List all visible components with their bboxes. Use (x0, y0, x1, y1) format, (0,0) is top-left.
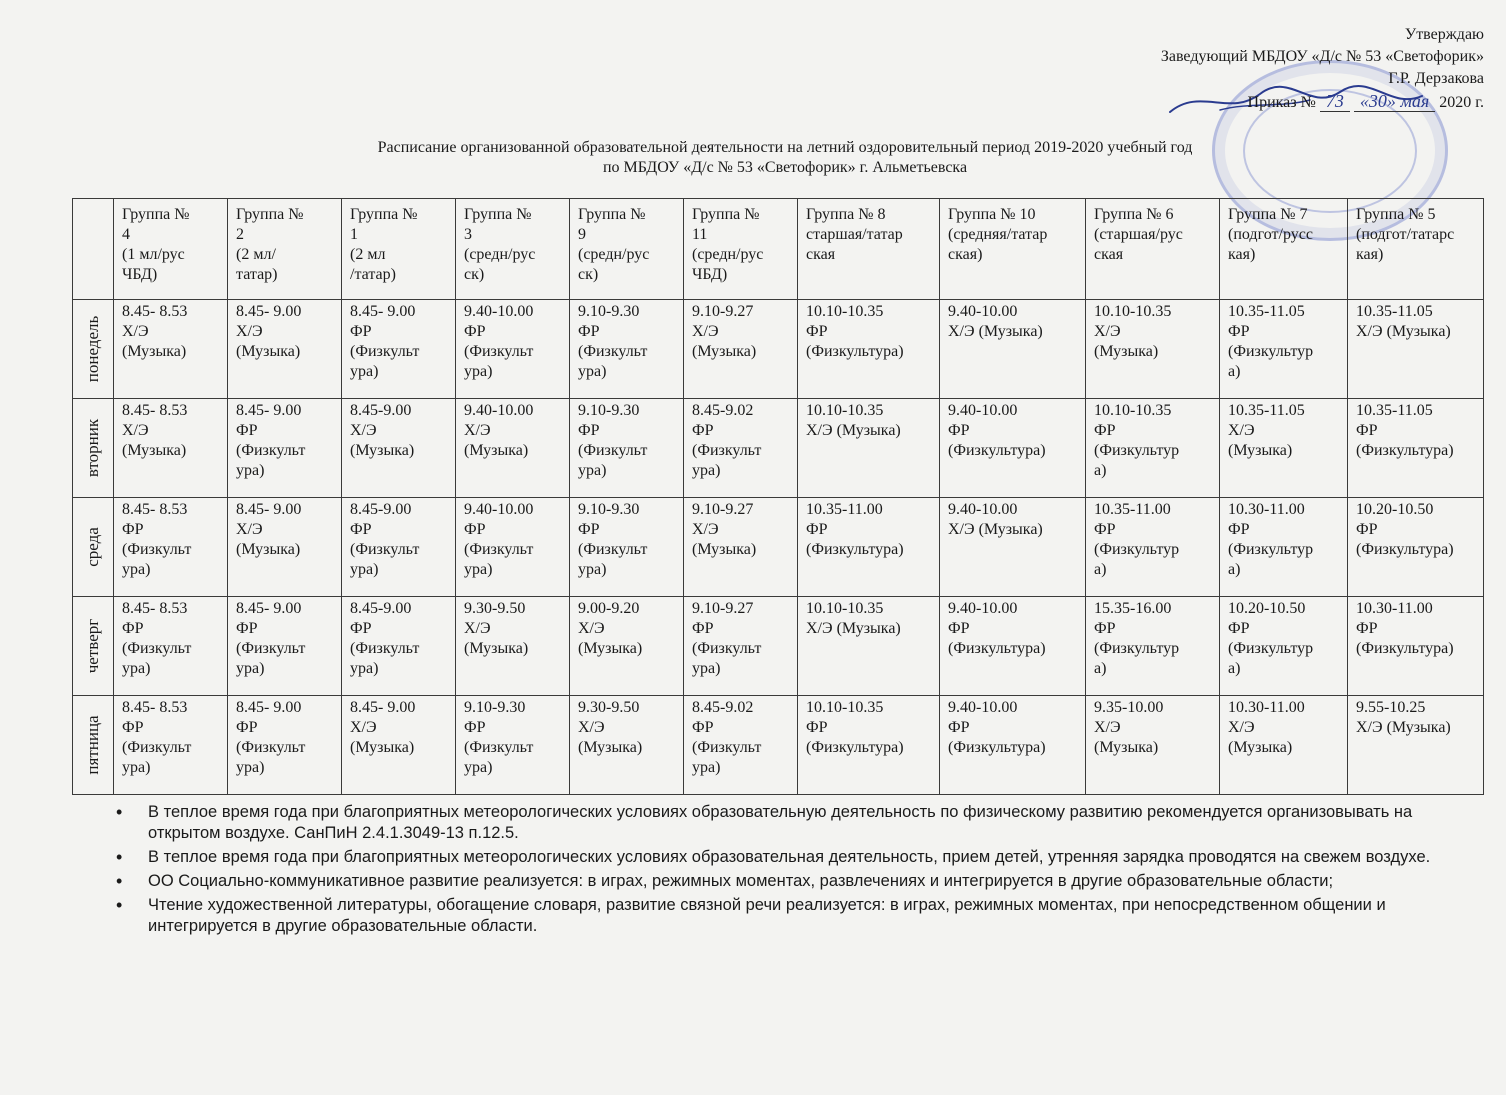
notes-list (112, 802, 1482, 940)
table-row (73, 498, 1484, 597)
schedule-cell: 10.35-11.05 Х/Э (Музыка) (1348, 300, 1484, 399)
schedule-cell: 10.10-10.35 ФР (Физкультур а) (1086, 399, 1220, 498)
schedule-cell: 9.40-10.00 Х/Э (Музыка) (940, 300, 1086, 399)
schedule-cell: 10.35-11.05 ФР (Физкультура) (1348, 399, 1484, 498)
schedule-cell: 9.30-9.50 Х/Э (Музыка) (456, 597, 570, 696)
schedule-body (73, 300, 1484, 795)
schedule-cell: 8.45- 8.53 Х/Э (Музыка) (114, 399, 228, 498)
schedule-cell: 10.30-11.00 Х/Э (Музыка) (1220, 696, 1348, 795)
day-label-cell (73, 399, 114, 498)
day-label: вторник (83, 418, 102, 478)
group-header: Группа № 5 (подгот/татарс кая) (1348, 199, 1484, 300)
group-header: Группа № 10 (средняя/татар ская) (940, 199, 1086, 300)
schedule-cell: 8.45- 9.00 ФР (Физкульт ура) (342, 300, 456, 399)
title-line-1: Расписание организованной образовательной деятельности на летний оздоровительный период 2019-2020 учебный год (377, 139, 1193, 156)
day-label-cell (73, 498, 114, 597)
note-item: • ОО Социально-коммуникативное развитие реализуется: в играх, режимных моментах, развлечениях и интегрируется в другие образовательные области; (112, 871, 1482, 892)
table-row (73, 696, 1484, 795)
schedule-cell: 9.10-9.27 Х/Э (Музыка) (684, 300, 798, 399)
schedule-cell: 8.45- 8.53 ФР (Физкульт ура) (114, 696, 228, 795)
schedule-cell: 9.10-9.30 ФР (Физкульт ура) (570, 399, 684, 498)
approval-order (1161, 90, 1484, 114)
schedule-cell: 8.45- 8.53 Х/Э (Музыка) (114, 300, 228, 399)
schedule-cell: 8.45- 9.00 ФР (Физкульт ура) (228, 399, 342, 498)
schedule-cell: 8.45-9.00 ФР (Физкульт ура) (342, 498, 456, 597)
schedule-cell: 8.45- 9.00 ФР (Физкульт ура) (228, 597, 342, 696)
schedule-cell: 10.20-10.50 ФР (Физкультур а) (1220, 597, 1348, 696)
order-prefix: Приказ № (1247, 94, 1316, 111)
schedule-cell: 9.40-10.00 ФР (Физкульт ура) (456, 498, 570, 597)
schedule-cell: 9.10-9.30 ФР (Физкульт ура) (570, 300, 684, 399)
day-label: четверг (83, 618, 102, 674)
schedule-cell: 9.40-10.00 ФР (Физкультура) (940, 696, 1086, 795)
schedule-cell: 9.35-10.00 Х/Э (Музыка) (1086, 696, 1220, 795)
schedule-cell: 9.00-9.20 Х/Э (Музыка) (570, 597, 684, 696)
note-item: • В теплое время года при благоприятных метеорологических условиях образовательную деятельность по физическому развитию рекомендуется организовывать на открытом воздухе. СанПиН 2.4.1.3049-13 п.12.5. (112, 802, 1482, 844)
schedule-cell: 10.10-10.35 ФР (Физкультура) (798, 696, 940, 795)
schedule-cell: 10.35-11.05 ФР (Физкультур а) (1220, 300, 1348, 399)
day-label-cell (73, 696, 114, 795)
schedule-cell: 8.45- 9.00 Х/Э (Музыка) (228, 498, 342, 597)
schedule-cell: 8.45- 8.53 ФР (Физкульт ура) (114, 597, 228, 696)
schedule-cell: 9.55-10.25 Х/Э (Музыка) (1348, 696, 1484, 795)
group-header: Группа № 7 (подгот/русс кая) (1220, 199, 1348, 300)
schedule-cell: 10.20-10.50 ФР (Физкультура) (1348, 498, 1484, 597)
schedule-cell: 8.45- 8.53 ФР (Физкульт ура) (114, 498, 228, 597)
schedule-cell: 9.40-10.00 ФР (Физкульт ура) (456, 300, 570, 399)
day-label: понедель (83, 315, 102, 383)
schedule-cell: 10.10-10.35 Х/Э (Музыка) (798, 597, 940, 696)
day-label-cell (73, 597, 114, 696)
schedule-table (72, 198, 1484, 795)
header-row (73, 199, 1484, 300)
schedule-cell: 10.35-11.00 ФР (Физкультура) (798, 498, 940, 597)
schedule-cell: 10.10-10.35 ФР (Физкультура) (798, 300, 940, 399)
schedule-cell: 8.45- 9.00 ФР (Физкульт ура) (228, 696, 342, 795)
schedule-cell: 9.10-9.27 Х/Э (Музыка) (684, 498, 798, 597)
schedule-cell: 10.10-10.35 Х/Э (Музыка) (798, 399, 940, 498)
day-label-cell (73, 300, 114, 399)
order-year: 2020 г. (1439, 94, 1484, 111)
group-header: Группа № 9 (средн/рус ск) (570, 199, 684, 300)
day-label: среда (83, 527, 102, 567)
schedule-cell: 8.45-9.02 ФР (Физкульт ура) (684, 399, 798, 498)
schedule-cell: 9.10-9.30 ФР (Физкульт ура) (570, 498, 684, 597)
schedule-cell: 8.45-9.02 ФР (Физкульт ура) (684, 696, 798, 795)
schedule-cell: 10.10-10.35 Х/Э (Музыка) (1086, 300, 1220, 399)
schedule-cell: 9.40-10.00 Х/Э (Музыка) (940, 498, 1086, 597)
group-header: Группа № 2 (2 мл/ татар) (228, 199, 342, 300)
table-row (73, 300, 1484, 399)
header-corner (73, 199, 114, 300)
group-header: Группа № 11 (средн/рус ЧБД) (684, 199, 798, 300)
approval-position: Заведующий МБДОУ «Д/с № 53 «Светофорик» (1160, 48, 1484, 65)
schedule-header (73, 199, 1484, 300)
approval-signatory: Г.Р. Дерзакова (1388, 70, 1484, 87)
group-header: Группа № 3 (средн/рус ск) (456, 199, 570, 300)
schedule-cell: 10.35-11.05 Х/Э (Музыка) (1220, 399, 1348, 498)
group-header: Группа № 1 (2 мл /татар) (342, 199, 456, 300)
note-item: • В теплое время года при благоприятных метеорологических условиях образовательная деятельность, прием детей, утренняя зарядка проводятся на свежем воздухе. (112, 847, 1482, 868)
schedule-cell: 10.35-11.00 ФР (Физкультур а) (1086, 498, 1220, 597)
note-item: • Чтение художественной литературы, обогащение словаря, развитие связной речи реализуется: в играх, режимных моментах, при непосредственном общении и интегрируется в другие образовательные области. (112, 895, 1482, 937)
schedule-cell: 10.30-11.00 ФР (Физкультур а) (1220, 498, 1348, 597)
schedule-cell: 9.10-9.27 ФР (Физкульт ура) (684, 597, 798, 696)
group-header: Группа № 4 (1 мл/рус ЧБД) (114, 199, 228, 300)
schedule-cell: 9.40-10.00 Х/Э (Музыка) (456, 399, 570, 498)
schedule-cell: 8.45-9.00 ФР (Физкульт ура) (342, 597, 456, 696)
title-line-2: по МБДОУ «Д/с № 53 «Светофорик» г. Альметьевска (602, 159, 968, 176)
approval-block (1161, 24, 1484, 114)
approval-heading: Утверждаю (1404, 26, 1484, 43)
schedule-cell: 9.10-9.30 ФР (Физкульт ура) (456, 696, 570, 795)
day-label: пятница (83, 715, 102, 775)
schedule-cell: 9.30-9.50 Х/Э (Музыка) (570, 696, 684, 795)
group-header: Группа № 8 старшая/татар ская (798, 199, 940, 300)
schedule-cell: 8.45-9.00 Х/Э (Музыка) (342, 399, 456, 498)
group-header: Группа № 6 (старшая/рус ская (1086, 199, 1220, 300)
order-number: 73 (1320, 91, 1350, 112)
page-title (0, 138, 1506, 178)
schedule-cell: 15.35-16.00 ФР (Физкультур а) (1086, 597, 1220, 696)
schedule-cell: 8.45- 9.00 Х/Э (Музыка) (228, 300, 342, 399)
schedule-cell: 9.40-10.00 ФР (Физкультура) (940, 399, 1086, 498)
table-row (73, 399, 1484, 498)
schedule-cell: 10.30-11.00 ФР (Физкультура) (1348, 597, 1484, 696)
order-date: «30» мая (1354, 91, 1435, 112)
schedule-cell: 8.45- 9.00 Х/Э (Музыка) (342, 696, 456, 795)
schedule-cell: 9.40-10.00 ФР (Физкультура) (940, 597, 1086, 696)
table-row (73, 597, 1484, 696)
